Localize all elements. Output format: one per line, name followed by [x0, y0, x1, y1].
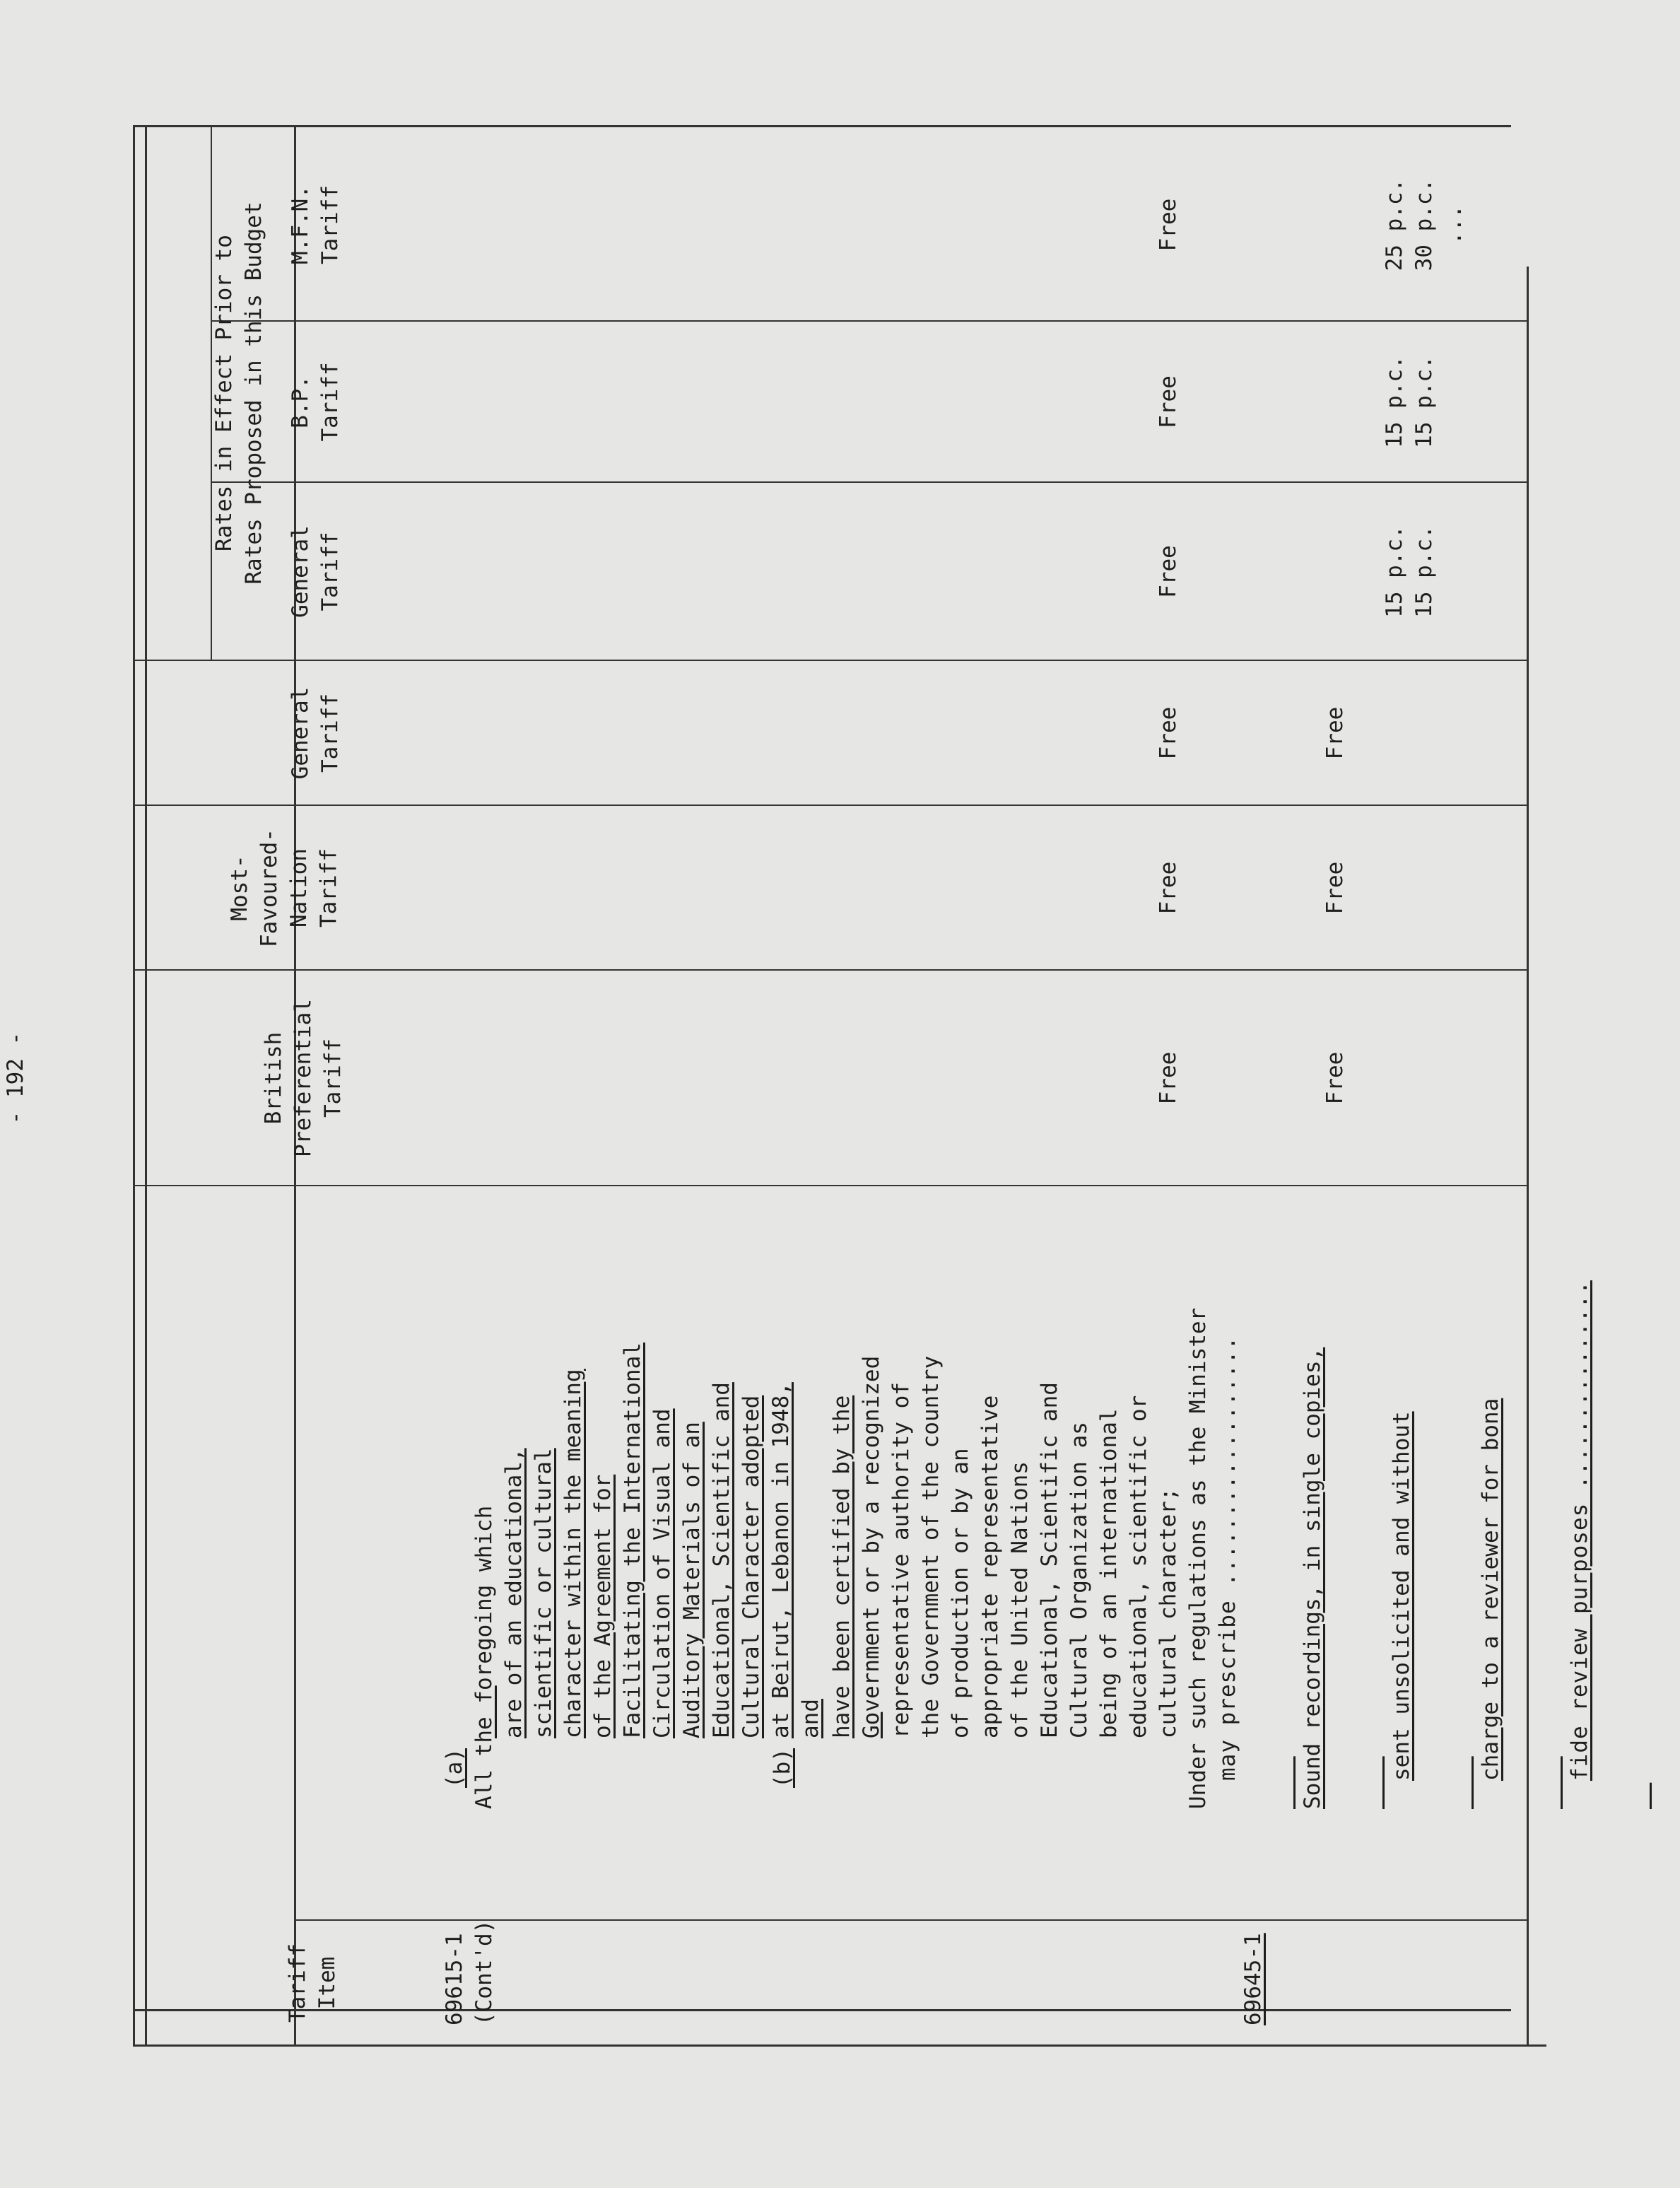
- header-general-tariff: General Tariff: [288, 686, 343, 780]
- prior-general-69615: Free: [1156, 198, 1181, 252]
- table-left-border: [133, 2044, 1546, 2047]
- rate-mfn-69615: Free: [1156, 861, 1181, 915]
- clause-b-text: have been certified by the Government or by a recognized representative authority of the Government of the country of production or by an appropriate representative of the United Nations Educational, Scientific and Cultural Organization as being of an international educational, scientific or cultural character;: [829, 1355, 1181, 1738]
- header-prior-bp: B.P. Tariff: [288, 362, 343, 442]
- col-sep-bp: [133, 969, 1527, 971]
- col-sep-mfn: [133, 805, 1527, 806]
- rate-general-69615: Free: [1156, 706, 1181, 760]
- tariff-item-69615: 69615-1 (Cont'd): [442, 1919, 497, 2025]
- prior-mfn-69615: Free: [1156, 375, 1181, 428]
- prior-bp-69645: 15 p.c. 15 p.c.: [1382, 525, 1437, 618]
- rate-mfn-69645: Free: [1322, 861, 1348, 915]
- prior-general-69645: 25 p.c. 30 p.c. ...: [1382, 178, 1467, 271]
- header-bp-tariff: British Preferential Tariff: [261, 999, 346, 1157]
- rate-bp-69615: Free: [1156, 1051, 1181, 1105]
- header-prior-general: General Tariff: [288, 525, 343, 618]
- prior-mfn-69645: 15 p.c. 15 p.c.: [1382, 356, 1437, 448]
- page-number: - 192 -: [3, 1031, 28, 1125]
- table-header-top-rule: [133, 125, 135, 2047]
- col-sep-prior-bp: [211, 481, 1527, 483]
- header-prior-rates: Rates in Effect Prior to Rates Proposed in this Budget: [211, 201, 266, 585]
- table-header-top-rule-2: [145, 125, 147, 2047]
- col-sep-prior-mfn: [211, 320, 1527, 322]
- regulations-clause: Under such regulations as the Minister may prescribe ..................: [1185, 1307, 1240, 1809]
- rate-bp-69645: Free: [1322, 1051, 1348, 1105]
- tariff-item-69645: 69645-1: [1240, 1933, 1266, 2025]
- clause-a-label: (a): [442, 1748, 467, 1788]
- col-sep-desc: [133, 1185, 1527, 1186]
- header-mfn-tariff: Most- Favoured- Nation Tariff: [227, 829, 341, 947]
- header-prior-mfn: M.F.N. Tariff: [288, 185, 343, 264]
- clause-a-text: are of an educational, scientific or cultural character within the meaning of the Agreement for Facilitating the International Circulation of Visual and Auditory Materials of an Educational, Scientific and Cultural Character adopted at Beirut, Lebanon in 1948, and: [501, 1342, 823, 1738]
- prior-bp-69615: Free: [1156, 545, 1181, 598]
- description-69615: All the foregoing which: [471, 1505, 497, 1809]
- clause-b-label: (b): [770, 1748, 795, 1788]
- description-69645: Sound recordings, in single copies, sent unsolicited and without charge to a reviewer for bona fide review purposes ...............: [1300, 1280, 1592, 1809]
- header-tariff-item: Tariff Item: [285, 1943, 340, 2023]
- table-top-border: [133, 125, 1511, 127]
- col-sep-gen: [133, 660, 1527, 661]
- rate-general-69645: Free: [1322, 706, 1348, 760]
